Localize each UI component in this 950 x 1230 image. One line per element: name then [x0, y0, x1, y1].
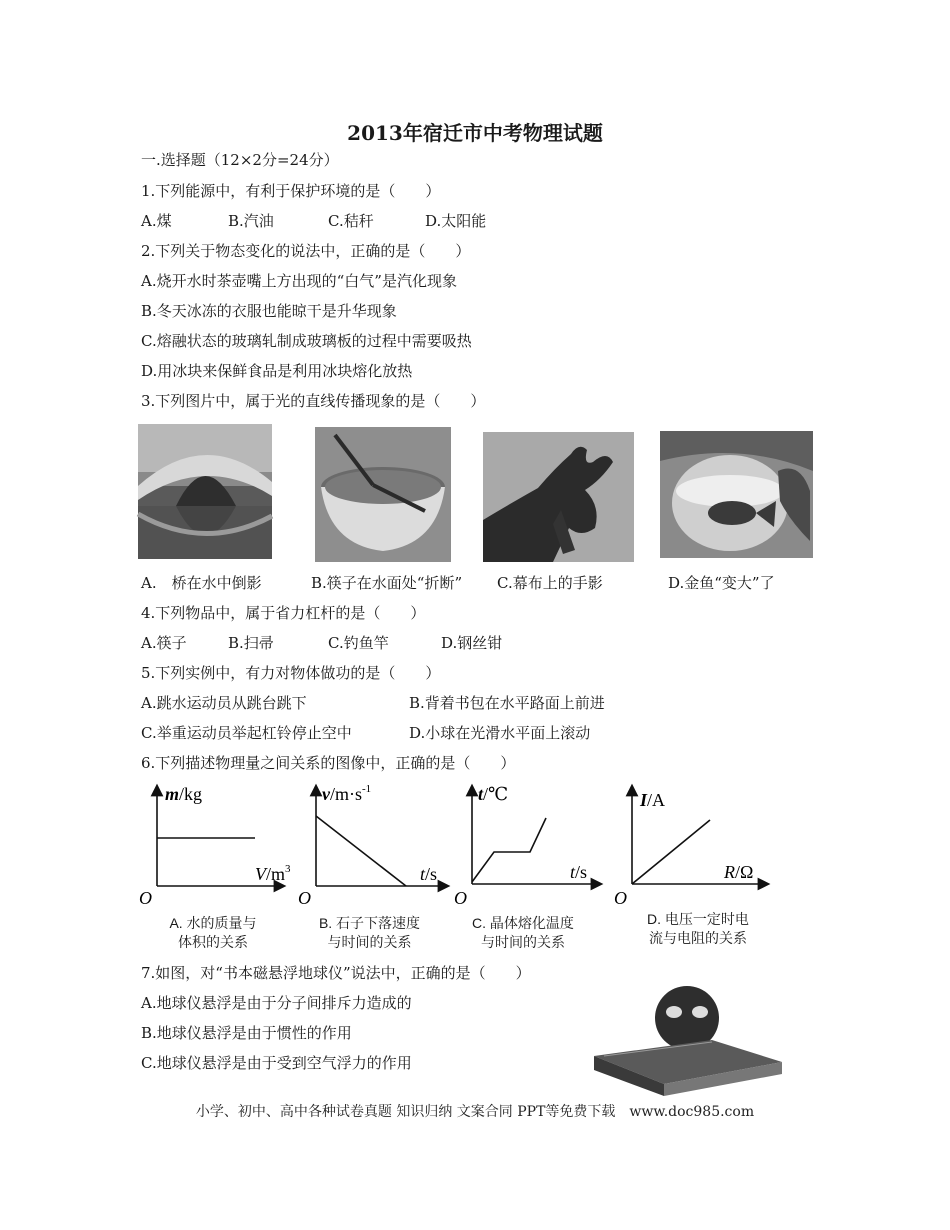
q5-option-b: B.背着书包在水平路面上前进 — [409, 694, 605, 712]
y-label-unit: /℃ — [483, 784, 509, 804]
graph-mass-volume — [135, 778, 291, 908]
y-label-symbol: m — [165, 784, 180, 804]
q3-option-d: D.金鱼“变大”了 — [668, 574, 775, 592]
x-label-symbol: V — [255, 864, 266, 884]
q5-stem: 5.下列实例中，有力对物体做功的是（ ） — [141, 664, 441, 682]
q6-stem: 6.下列描述物理量之间关系的图像中，正确的是（ ） — [141, 754, 516, 772]
q5-option-d: D.小球在光滑水平面上滚动 — [409, 724, 591, 742]
x-label-symbol: R — [724, 862, 735, 882]
q7-stem: 7.如图，对“书本磁悬浮地球仪”说法中，正确的是（ ） — [141, 964, 531, 982]
q4-option-d: D.钢丝钳 — [441, 634, 503, 652]
page-title: 2013年宿迁市中考物理试题 — [347, 121, 603, 145]
q2-option-b: B.冬天冰冻的衣服也能晾干是升华现象 — [141, 302, 397, 320]
graph-velocity-time — [294, 778, 449, 908]
q2-option-c: C.熔融状态的玻璃轧制成玻璃板的过程中需要吸热 — [141, 332, 472, 350]
q1-option-b: B.汽油 — [228, 212, 274, 230]
graph-line — [472, 818, 546, 882]
graph-d-caption: D. 电压一定时电 流与电阻的关系 — [647, 911, 749, 946]
q1-option-d: D.太阳能 — [425, 212, 487, 230]
chopsticks-bowl-photo — [315, 427, 451, 562]
q1-option-a: A.煤 — [141, 212, 172, 230]
q4-stem: 4.下列物品中，属于省力杠杆的是（ ） — [141, 604, 426, 622]
y-label-symbol: I — [640, 790, 648, 810]
q3-option-a: A. 桥在水中倒影 — [141, 574, 262, 592]
q2-option-d: D.用冰块来保鲜食品是利用冰块熔化放热 — [141, 362, 413, 380]
x-label-unit: /s — [425, 864, 438, 884]
origin-label: O — [298, 888, 311, 908]
origin-label: O — [139, 888, 152, 908]
svg-text:R/Ω — [723, 862, 753, 882]
svg-text:m/kg — [165, 784, 202, 804]
graph-line — [632, 820, 710, 884]
q3-option-b: B.筷子在水面处“折断” — [311, 574, 463, 592]
graph-a-caption: A. 水的质量与 体积的关系 — [169, 915, 257, 950]
q7-option-a: A.地球仪悬浮是由于分子间排斥力造成的 — [141, 994, 412, 1012]
q5-option-c: C.举重运动员举起杠铃停止空中 — [141, 724, 352, 742]
svg-text:t/s — [420, 864, 437, 884]
y-label-sup: -1 — [362, 783, 372, 795]
section-heading: 一.选择题（12×2分=24分） — [141, 151, 339, 169]
x-label-sup: 3 — [285, 863, 291, 875]
x-label-unit: /Ω — [735, 862, 754, 882]
graph-line — [316, 816, 406, 886]
y-label-symbol: t — [478, 784, 484, 804]
q3-stem: 3.下列图片中，属于光的直线传播现象的是（ ） — [141, 392, 486, 410]
q7-option-c: C.地球仪悬浮是由于受到空气浮力的作用 — [141, 1054, 412, 1072]
svg-text:t/s — [570, 862, 587, 882]
q1-stem: 1.下列能源中，有利于保护环境的是（ ） — [141, 182, 441, 200]
origin-label: O — [454, 888, 467, 908]
x-label-unit: /m — [266, 864, 286, 884]
q2-stem: 2.下列关于物态变化的说法中，正确的是（ ） — [141, 242, 471, 260]
x-label-unit: /s — [575, 862, 588, 882]
y-label-symbol: v — [322, 784, 330, 804]
q7-option-b: B.地球仪悬浮是由于惯性的作用 — [141, 1024, 352, 1042]
y-label-unit: /A — [647, 790, 666, 810]
q5-option-a: A.跳水运动员从跳台跳下 — [141, 694, 307, 712]
bridge-reflection-photo — [138, 424, 272, 559]
graph-c-caption: C. 晶体熔化温度 与时间的关系 — [472, 915, 574, 950]
goldfish-bowl-photo — [660, 431, 813, 558]
q4-option-c: C.钓鱼竿 — [328, 634, 389, 652]
svg-text:v/m·s-1 — [322, 783, 371, 804]
graph-current-resistance — [612, 778, 772, 908]
graph-temperature-time — [452, 778, 602, 908]
origin-label: O — [614, 888, 627, 908]
q2-option-a: A.烧开水时茶壶嘴上方出现的“白气”是汽化现象 — [141, 272, 457, 290]
levitating-globe-photo — [594, 984, 784, 1096]
q4-option-a: A.筷子 — [141, 634, 187, 652]
hand-shadow-photo — [483, 432, 634, 562]
x-label-symbol: t — [570, 862, 576, 882]
svg-text:V/m3 — [255, 863, 291, 884]
svg-text:t/℃ — [478, 784, 508, 804]
q1-option-c: C.秸秆 — [328, 212, 374, 230]
graph-b-caption: B. 石子下落速度 与时间的关系 — [318, 915, 421, 950]
y-label-unit: /kg — [179, 784, 203, 804]
footer-note: 小学、初中、高中各种试卷真题 知识归纳 文案合同 PPT等免费下载 www.doc985.com — [195, 1104, 755, 1120]
x-label-symbol: t — [420, 864, 426, 884]
q3-option-c: C.幕布上的手影 — [497, 574, 603, 592]
y-label-unit: /m·s — [330, 784, 363, 804]
svg-text:I/A — [639, 790, 665, 810]
q4-option-b: B.扫帚 — [228, 634, 274, 652]
